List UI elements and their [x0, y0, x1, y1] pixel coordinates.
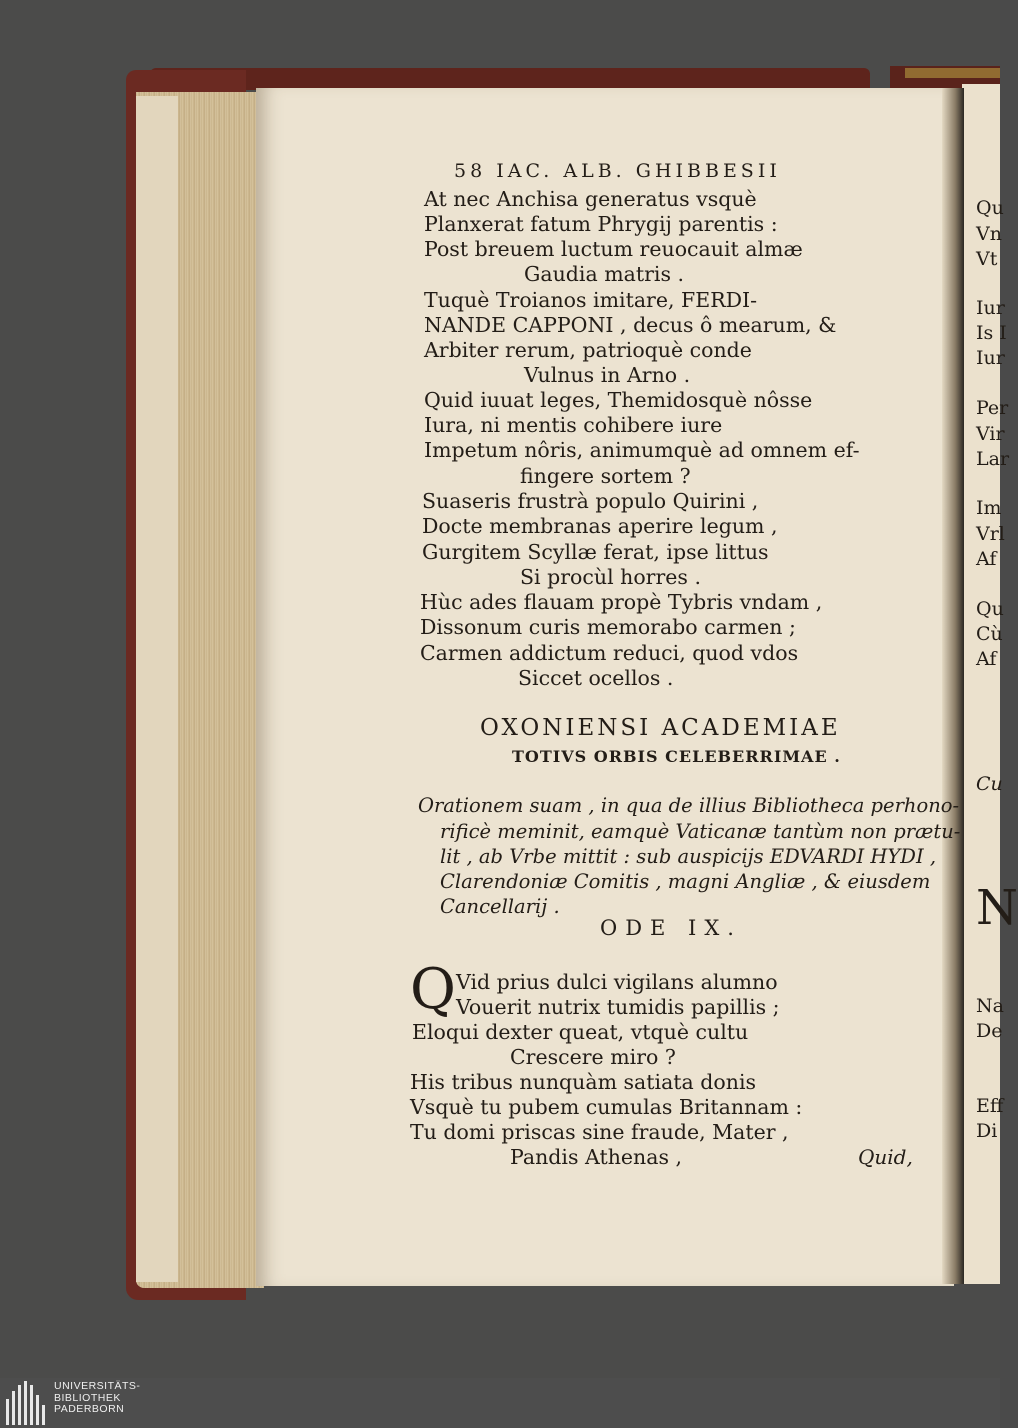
dedication-line: Cancellarij . — [440, 895, 560, 918]
poem-line: Docte membranas aperire legum , — [422, 514, 778, 538]
facing-fragment: Iur — [976, 297, 1005, 319]
ode-line: Vouerit nutrix tumidis papillis ; — [456, 995, 780, 1019]
section-subheading: TOTIVS ORBIS CELEBERRIMAE . — [512, 747, 841, 766]
book-gutter — [942, 88, 964, 1284]
ode-line: Vsquè tu pubem cumulas Britannam : — [410, 1095, 803, 1119]
facing-fragment: De — [976, 1020, 1003, 1042]
library-name-line: BIBLIOTHEK — [54, 1391, 121, 1404]
facing-fragment: Cù — [976, 623, 1003, 645]
poem-line: Post breuem luctum reuocauit almæ — [424, 237, 803, 261]
facing-fragment: Di — [976, 1120, 998, 1142]
poem-line: fingere sortem ? — [520, 464, 691, 488]
facing-fragment: Is I — [976, 322, 1007, 344]
dedication-line: lit , ab Vrbe mittit : sub auspicijs EDVARDI HYDI , — [440, 845, 937, 868]
ode-line: Tu domi priscas sine fraude, Mater , — [410, 1120, 789, 1144]
dedication-line: Clarendoniæ Comitis , magni Angliæ , & eiusdem — [440, 870, 931, 893]
facing-fragment: Im — [976, 497, 1002, 519]
book-cover-top — [150, 68, 870, 90]
dedication-line: Orationem suam , in qua de illius Bibliotheca perhono- — [418, 794, 960, 817]
facing-fragment: Vn — [976, 223, 1002, 245]
running-head: 58 IAC. ALB. GHIBBESII — [454, 160, 781, 182]
ode-line: His tribus nunquàm satiata donis — [410, 1070, 757, 1094]
poem-line: Hùc ades flauam propè Tybris vndam , — [420, 590, 823, 614]
facing-fragment: Lar — [976, 448, 1010, 470]
poem-line: Gurgitem Scyllæ ferat, ipse littus — [422, 540, 769, 564]
gilt-edge — [905, 68, 1000, 78]
poem-line: Carmen addictum reduci, quod vdos — [420, 641, 799, 665]
facing-fragment: Qu — [976, 598, 1004, 620]
facing-fragment: Vrl — [976, 523, 1005, 545]
poem-line: Arbiter rerum, patrioquè conde — [424, 338, 752, 362]
poem-line: Siccet ocellos . — [518, 666, 674, 690]
drop-cap: Q — [410, 957, 456, 1022]
poem-line: Iura, ni mentis cohibere iure — [424, 413, 723, 437]
poem-line: Dissonum curis memorabo carmen ; — [420, 615, 796, 639]
section-heading: OXONIENSI ACADEMIAE — [480, 715, 841, 741]
poem-line: Vulnus in Arno . — [524, 363, 691, 387]
poem-line: Gaudia matris . — [524, 262, 685, 286]
library-name-line: UNIVERSITÄTS- — [54, 1380, 141, 1392]
poem-line: Quid iuuat leges, Themidosquè nôsse — [424, 388, 813, 412]
facing-fragment: N — [976, 880, 1018, 936]
ode-line: Vid prius dulci vigilans alumno — [456, 970, 778, 994]
library-logo-icon — [4, 1381, 48, 1425]
ode-line: Eloqui dexter queat, vtquè cultu — [412, 1020, 749, 1044]
facing-fragment: Na — [976, 995, 1004, 1017]
facing-fragment: Per — [976, 397, 1009, 419]
facing-fragment: Iur — [976, 347, 1005, 369]
poem-line: At nec Anchisa generatus vsquè — [424, 187, 757, 211]
ode-line: Crescere miro ? — [510, 1045, 676, 1069]
ode-line: Pandis Athenas , — [510, 1145, 683, 1169]
facing-fragment: Qu — [976, 197, 1004, 219]
facing-fragment: Eff — [976, 1095, 1004, 1117]
facing-fragment: Af — [976, 648, 997, 670]
poem-line: NANDE CAPPONI , decus ô mearum, & — [424, 313, 837, 337]
library-name-line: PADERBORN — [54, 1403, 125, 1415]
library-name — [54, 1381, 140, 1416]
ode-title: ODE IX. — [600, 916, 742, 940]
poem-line: Tuquè Troianos imitare, FERDI- — [424, 288, 758, 312]
facing-fragment: Cu — [976, 773, 1003, 795]
facing-fragment: Vt — [976, 248, 998, 270]
poem-line: Impetum nôris, animumquè ad omnem ef- — [424, 438, 860, 462]
footer-bar — [0, 1378, 1000, 1428]
dedication-line: rificè meminit, eamquè Vaticanæ tantùm non prætu- — [440, 820, 961, 843]
facing-fragment: Af — [976, 548, 997, 570]
poem-line: Si procùl horres . — [520, 565, 701, 589]
facing-fragment: Vir — [976, 423, 1005, 445]
catchword: Quid, — [858, 1145, 913, 1169]
poem-line: Suaseris frustrà populo Quirini , — [422, 489, 759, 513]
poem-line: Planxerat fatum Phrygij parentis : — [424, 212, 778, 236]
endleaf — [136, 96, 178, 1282]
